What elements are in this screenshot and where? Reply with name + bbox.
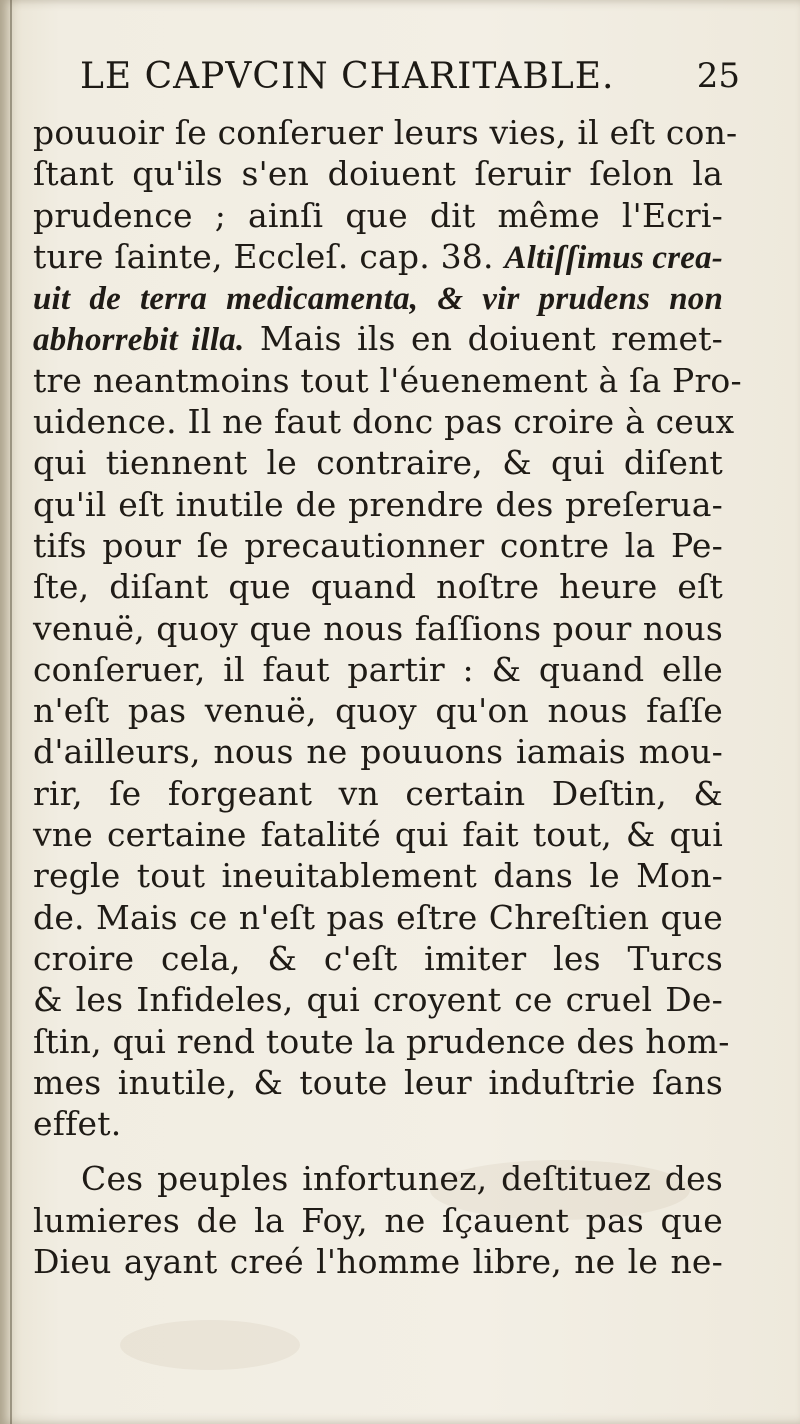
text-line: ſtin, qui rend toute la prudence des hom-	[33, 1021, 730, 1061]
text-line	[33, 277, 723, 318]
text-line	[33, 318, 723, 359]
page-gutter	[10, 0, 12, 1424]
text-line: rir, ſe forgeant vn certain Deſtin, &	[33, 773, 723, 813]
text-line: & les Infideles, qui croyent ce cruel De-	[33, 980, 723, 1020]
latin-quote: Altiſſimus crea-	[504, 239, 723, 276]
text-line: croire cela, & c'eſt imiter les Turcs	[33, 938, 723, 978]
page-header	[80, 56, 740, 116]
text-line: ſte, diſant que quand noſtre heure eſt	[33, 567, 723, 607]
text-line: d'ailleurs, nous ne pouuons iamais mou-	[33, 732, 723, 772]
running-head: LE CAPVCIN CHARITABLE.	[80, 56, 615, 97]
text-line: lumieres de la Foy, ne ſçauent pas que	[33, 1200, 723, 1240]
text-line: Dieu ayant creé l'homme libre, ne le ne-	[33, 1242, 723, 1282]
text-line: de. Mais ce n'eſt pas eſtre Chreſtien que	[33, 897, 723, 937]
text-line: Ces peuples infortunez, deſtituez des	[81, 1159, 723, 1199]
text-line: vne certaine fatalité qui fait tout, & qui	[33, 815, 723, 855]
text-line: venuë, quoy que nous faſſions pour nous	[33, 608, 723, 648]
latin-quote: abhorrebit illa.	[33, 322, 245, 359]
text-line: ſtant qu'ils s'en doiuent ſeruir ſelon la	[33, 154, 723, 194]
text-line: qu'il eſt inutile de prendre des preſerua-	[33, 484, 723, 524]
text-line: mes inutile, & toute leur induſtrie ſans	[33, 1062, 723, 1102]
paper-stain	[120, 1320, 300, 1370]
text-line: tifs pour ſe precautionner contre la Pe-	[33, 525, 723, 565]
text-line: prudence ; ainſi que dit même l'Ecri-	[33, 195, 723, 235]
page-number: 25	[696, 56, 740, 96]
body-text	[33, 112, 742, 1282]
text-line: regle tout ineuitablement dans le Mon-	[33, 856, 723, 896]
latin-quote: uit de terra medicamenta	[33, 281, 410, 318]
text-line: qui tiennent le contraire, & qui diſent	[33, 443, 723, 483]
text-line: effet.	[33, 1104, 122, 1144]
text-segment: Mais ils en doiuent remet-	[259, 319, 723, 359]
text-line	[33, 236, 723, 277]
text-line: n'eſt pas venuë, quoy qu'on nous faſſe	[33, 691, 723, 731]
paragraph-gap	[33, 1144, 723, 1158]
text-segment: ture ſainte, Eccleſ. cap. 38.	[33, 236, 494, 276]
text-line: conſeruer, il faut partir : & quand elle	[33, 649, 723, 689]
text-line: tre neantmoins tout l'éuenement à ſa Pro-	[33, 360, 742, 400]
latin-quote: , & vir prudens non	[409, 281, 723, 318]
text-line: uidence. Il ne faut donc pas croire à ceux	[33, 402, 735, 442]
text-line: pouuoir ſe conſeruer leurs vies, il eſt con-	[33, 113, 738, 152]
